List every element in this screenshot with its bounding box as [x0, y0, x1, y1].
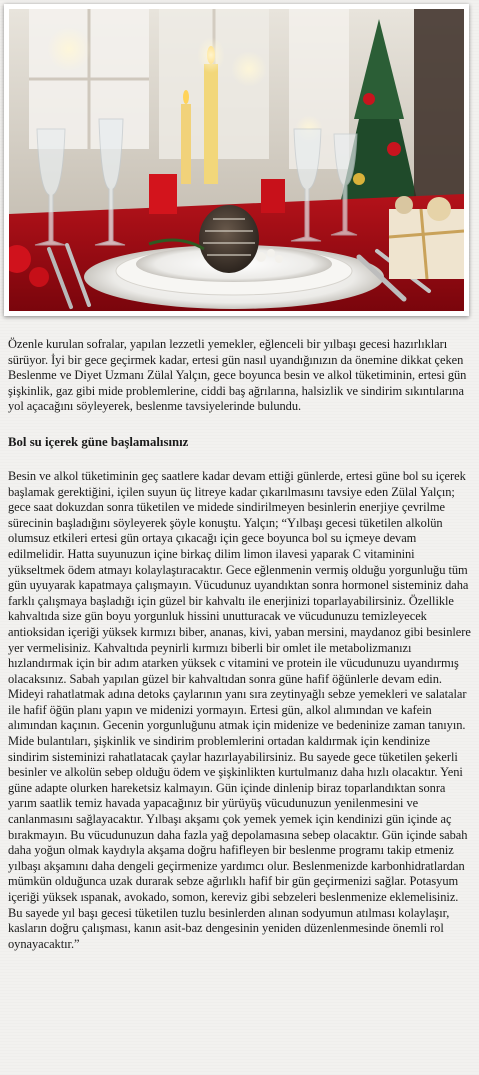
new-year-table-image: [9, 9, 464, 311]
article-intro: Özenle kurulan sofralar, yapılan lezzetli yemekler, eğlenceli bir yılbaşı gecesi hazırlıkları sürüyor. İyi bir gece geçirmek kadar, ertesi gün nasıl uyandığınızın da önemine dikkat çeken Beslenme ve Diyet Uzmanı Zülal Yalçın, gece boyunca besin ve alkol tüketiminin, ertesi gün şişkinlik, gaz gibi mide problemlerine, ciddi baş ağrılarına, halsizlik ve sindirim sıkıntılarına yol açacağını söyleyerek, beslenme tavsiyelerinde bulundu.: [8, 337, 467, 414]
article-body: Besin ve alkol tüketiminin geç saatlere kadar devam ettiği günlerde, ertesi güne bol su içerek başlamak gerektiğini, içilen suyun üç litreye kadar çıkarılmasını tavsiye eden Zülal Yalçın; gece saat dokuzdan sonra tüketilen ve midede sindirilmeyen besinlerin enerjiye çevrilme sürecinin başladığını söyleyerek şöyle konuştu. Yalçın; “Yılbaşı gecesi tüketilen alkolün olumsuz etkileri ertesi gün ortaya çıkacağı için gece boyunca bol su içmeye devam edilmelidir. Hatta suyunuzun içine birkaç dilim limon ilavesi yaparak C vitaminini yükseltmek ödem atmayı kolaylaştıracaktır. Gece eğlenmenin vermiş olduğu yorgunluğu tüm gün uyuyarak kapatmaya çalışmayın. Vücudunuz uyandıktan sonra hormonel sisteminiz daha farklı çalışmaya başladığı için güzel bir kahvaltı ile enerjinizi toparlayabilirsiniz. Özellikle kahvaltıda size gün boyu yorgunluk hissini unutturacak ve vücudunuzu temizleyecek antioksidan içeriği yüksek kırmızı biber, ananas, kivi, yaban mersini, maydanoz gibi besinlere yer vermelisiniz. Kahvaltıda peynirli kırmızı biberli bir omlet ile metabolizmanızı hızlandırmak için bir adım atarken yüksek c vitamini ve protein ile vücudunuzu uyandırmış olacaksınız. Sabah yapılan güzel bir kahvaltıdan sonra güne hafif öğünlerle devam edin. Mideyi rahatlatmak adına detoks çaylarının yanı sıra zeytinyağlı sebze yemekleri ve salatalar ile hafif öğün planı yapın ve midenizi yormayın. Ertesi gün, alkol alımından ve kafein alımından kaçının. Gecenin yorgunluğunu atmak için midenize ve bedeninize zaman tanıyın. Mide bulantıları, şişkinlik ve sindirim problemlerini ortadan kaldırmak için kendinize sindirim sisteminizi rahatlatacak çaylar hazırlayabilirsiniz. Bu sayede gece tüketilen şekerli besinler ve alkolün sebep olduğu ödem ve şişkinlikten kurtulmanız daha hızlı olacaktır. Yeni güne adapte olurken hareketsiz kalmayın. Gün içinde dinlenip biraz toparlandıktan sonra yarım saatlik temiz havada yapacağınız bir yürüyüş vücudunuzun yenilenmesini ve canlanmasını sağlayacaktır. Yılbaşı akşamı çok yemek yemek için kendinizi gün içinde aç bırakmayın. Bu vücudunuzun daha fazla yağ depolamasına sebep olacaktır. Gün içinde sabah daha yoğun olmak kaydıyla akşama doğru hafifleyen bir beslenme programı takip etmeniz yılbaşı akşamını daha dengeli geçirmenize yardımcı olur. Beslenmenizde karbonhidratlardan mümkün olduğunca uzak durarak sebze ağırlıklı hafif bir gün geçirmenizi sağlar. Potasyum içeriği yüksek ıspanak, avokado, somon, kereviz gibi sebzeleri beslenmenize eklemelisiniz. Bu sayede yıl başı gecesi tüketilen tuzlu besinlerden alınan sodyumun atılması kolaylaşır, kasların doğru çalışması, kanın asit-baz dengesinin yeniden düzenlenmesinde önemli rol oynayacaktır.”: [8, 468, 471, 951]
article-photo: [9, 9, 464, 311]
article: [8, 337, 474, 952]
section-heading: Bol su içerek güne başlamalısınız: [8, 434, 189, 449]
article-photo-frame: [4, 4, 469, 316]
